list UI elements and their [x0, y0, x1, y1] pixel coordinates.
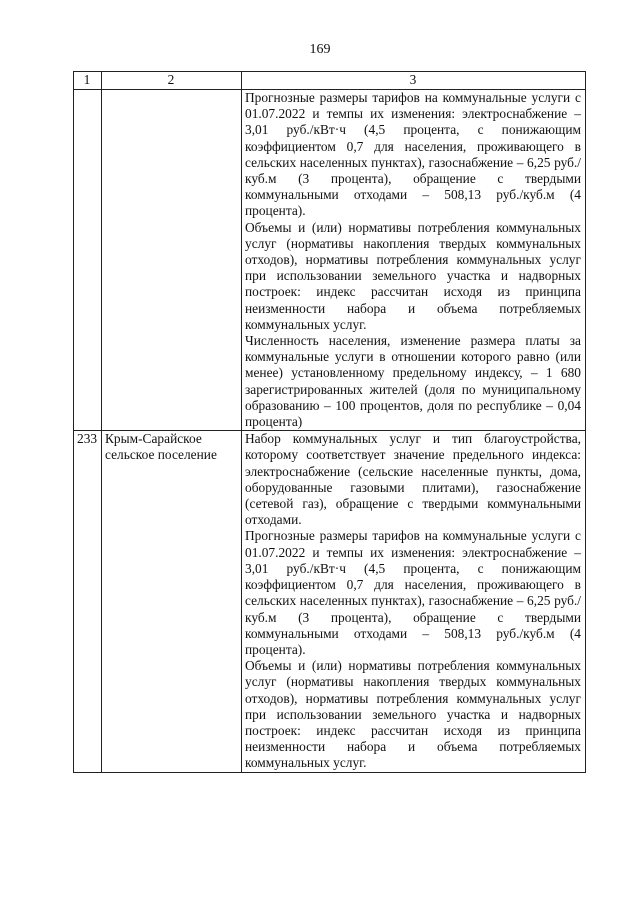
indicator-cell: [242, 431, 586, 772]
row-number: 233: [74, 431, 102, 772]
page-number: 169: [309, 42, 331, 57]
services-set-paragraph: Набор коммунальных услуг и тип благоустройства, которому соответствует значение предельного индекса: электроснабжение (сельские населенные пункты, дома, оборудованные газовыми плитами), газоснабжение (сетевой газ), обращение с твердыми коммунальными отходами.: [245, 431, 581, 528]
municipality-name: [102, 90, 242, 431]
tariff-table: [73, 71, 586, 773]
consumption-norms-paragraph: Объемы и (или) нормативы потребления коммунальных услуг (нормативы накопления твердых коммунальных отходов), нормативы потребления коммунальных услуг при использовании земельного участка и надворных построек: индекс рассчитан исходя из принципа неизменности набора и объема потребляемых коммунальных услуг.: [245, 219, 581, 332]
indicator-cell: [242, 90, 586, 431]
column-header-1: 1: [74, 72, 102, 90]
table-row: [74, 90, 586, 431]
column-header-2: 2: [102, 72, 242, 90]
population-paragraph: Численность населения, изменение размера платы за коммунальные услуги в отношении которого равно (или менее) установленному предельному индексу, – 1 680 зарегистрированных жителей (доля по муниципальному образованию – 100 процентов, доля по республике – 0,04 процента): [245, 333, 581, 430]
row-number: [74, 90, 102, 431]
table-row: [74, 431, 586, 772]
tariff-forecast-paragraph: Прогнозные размеры тарифов на коммунальные услуги с 01.07.2022 и темпы их изменения: электроснабжение – 3,01 руб./кВт·ч (4,5 процента, с понижающим коэффициентом 0,7 для населения, проживающего в сельских населенных пунктах), газоснабжение – 6,25 руб./куб.м (3 процента), обращение с твердыми коммунальными отходами – 508,13 руб./куб.м (4 процента).: [245, 528, 581, 657]
tariff-forecast-paragraph: Прогнозные размеры тарифов на коммунальные услуги с 01.07.2022 и темпы их изменения: электроснабжение – 3,01 руб./кВт·ч (4,5 процента, с понижающим коэффициентом 0,7 для населения, проживающего в сельских населенных пунктах), газоснабжение – 6,25 руб./куб.м (3 процента), обращение с твердыми коммунальными отходами – 508,13 руб./куб.м (4 процента).: [245, 90, 581, 219]
consumption-norms-paragraph: Объемы и (или) нормативы потребления коммунальных услуг (нормативы накопления твердых коммунальных отходов), нормативы потребления коммунальных услуг при использовании земельного участка и надворных построек: индекс рассчитан исходя из принципа неизменности набора и объема потребляемых коммунальных услуг.: [245, 658, 581, 771]
column-header-3: 3: [242, 72, 586, 90]
municipality-name: Крым-Сарайское сельское поселение: [102, 431, 242, 772]
table-header-row: [74, 72, 586, 90]
